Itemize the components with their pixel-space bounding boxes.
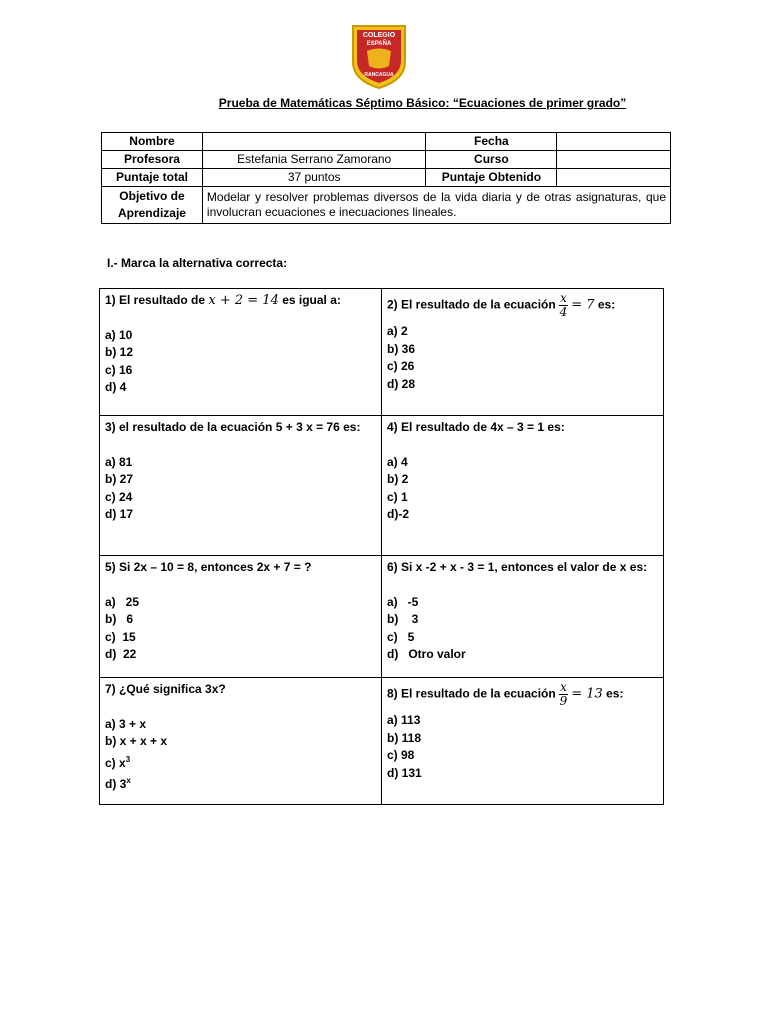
q6-option-a[interactable]: a) -5 xyxy=(387,594,419,609)
q5-option-b[interactable]: b) 6 xyxy=(105,612,134,626)
question-8 xyxy=(382,678,664,805)
q7-option-c[interactable]: c) $x^3$ xyxy=(105,754,131,770)
q7-option-d[interactable]: d) 3$^x$ xyxy=(105,776,131,791)
question-5-title: 5) Si 2x – 10 = 8, entonces 2x + 7 = ? xyxy=(105,560,312,574)
logo-text-3: RANCAGUA xyxy=(364,72,394,78)
profesora-label: Profesora xyxy=(102,151,203,169)
puntaje-total-value: 37 puntos xyxy=(202,169,426,187)
q7-option-a[interactable]: a) 3 + x xyxy=(105,716,147,731)
q1-option-b[interactable]: b) 12 xyxy=(105,345,134,359)
nombre-field[interactable] xyxy=(202,133,426,151)
q8-option-c[interactable]: c) 98 xyxy=(387,748,415,762)
questions-table xyxy=(99,288,664,805)
q2-option-d[interactable]: d) 28 xyxy=(387,376,416,391)
logo-text-1: COLEGIO xyxy=(362,32,396,39)
question-4 xyxy=(382,416,664,556)
logo-text-2: ESPAÑA xyxy=(366,41,392,47)
question-5 xyxy=(100,556,382,678)
question-2-title: 2) El resultado de la ecuación $\frac{x}{4}$ = 7 es: xyxy=(387,291,616,319)
question-7 xyxy=(100,678,382,805)
curso-label: Curso xyxy=(426,151,557,169)
q1-option-c[interactable]: c) 16 xyxy=(105,362,133,377)
q6-option-d[interactable]: d) Otro valor xyxy=(387,647,466,661)
q6-option-b[interactable]: b) 3 xyxy=(387,612,419,626)
question-1 xyxy=(100,289,382,416)
q2-option-c[interactable]: c) 26 xyxy=(387,359,415,373)
q3-option-c[interactable]: c) 24 xyxy=(105,489,133,504)
curso-field[interactable] xyxy=(557,151,671,169)
q8-option-a[interactable]: a) 113 xyxy=(387,713,421,727)
q1-option-d[interactable]: d) 4 xyxy=(105,380,127,394)
objetivo-label: Objetivo de Aprendizaje xyxy=(102,187,203,224)
q5-option-a[interactable]: a) 25 xyxy=(105,594,140,609)
question-1-title: 1) El resultado de x + 2 = 14 es igual a: xyxy=(105,293,341,308)
fecha-label: Fecha xyxy=(426,133,557,151)
q2-option-b[interactable]: b) 36 xyxy=(387,341,416,356)
q4-option-b[interactable]: b) 2 xyxy=(387,472,409,486)
q8-option-b[interactable]: b) 118 xyxy=(387,730,422,745)
q4-option-a[interactable]: a) 4 xyxy=(387,454,408,469)
question-7-title: 7) ¿Qué significa 3x? xyxy=(105,682,226,696)
puntaje-obtenido-label: Puntaje Obtenido xyxy=(426,169,557,187)
exam-title: Prueba de Matemáticas Séptimo Básico: “Ecuaciones de primer grado” xyxy=(218,96,627,110)
question-8-title: 8) El resultado de la ecuación $\frac{x}{9}$ = 13 es: xyxy=(387,680,624,708)
student-info-table xyxy=(101,132,671,224)
q4-option-c[interactable]: c) 1 xyxy=(387,489,408,504)
q3-option-d[interactable]: d) 17 xyxy=(105,507,134,521)
question-4-title: 4) El resultado de 4x – 3 = 1 es: xyxy=(387,420,565,434)
q3-option-b[interactable]: b) 27 xyxy=(105,472,134,486)
q5-option-d[interactable]: d) 22 xyxy=(105,647,137,661)
question-6-title: 6) Si x -2 + x - 3 = 1, entonces el valor de x es: xyxy=(387,560,648,574)
question-1-equation: x + 2 = 14 xyxy=(208,293,279,308)
question-2 xyxy=(382,289,664,416)
nombre-label: Nombre xyxy=(102,133,203,151)
puntaje-total-label: Puntaje total xyxy=(102,169,203,187)
q3-option-a[interactable]: a) 81 xyxy=(105,454,133,469)
school-logo xyxy=(351,24,407,90)
q4-option-d[interactable]: d)-2 xyxy=(387,507,409,521)
q7-option-b[interactable]: b) x + x + x xyxy=(105,734,168,748)
q2-option-a[interactable]: a) 2 xyxy=(387,324,408,338)
fecha-field[interactable] xyxy=(557,133,671,151)
q5-option-c[interactable]: c) 15 xyxy=(105,629,136,644)
question-3 xyxy=(100,416,382,556)
q6-option-c[interactable]: c) 5 xyxy=(387,629,415,644)
question-2-fraction: $\frac{x}{4}$ xyxy=(559,291,568,319)
puntaje-obtenido-field[interactable] xyxy=(557,169,671,187)
objetivo-value: Modelar y resolver problemas diversos de la vida diaria y de otras asignaturas, que involucran ecuaciones e inecuaciones lineales. xyxy=(202,187,670,224)
q8-option-d[interactable]: d) 131 xyxy=(387,765,422,780)
question-8-fraction: $\frac{x}{9}$ xyxy=(559,680,568,708)
section-title: I.- Marca la alternativa correcta: xyxy=(107,256,288,270)
q1-option-a[interactable]: a) 10 xyxy=(105,327,133,342)
question-6 xyxy=(382,556,664,678)
profesora-value: Estefania Serrano Zamorano xyxy=(202,151,426,169)
question-3-title: 3) el resultado de la ecuación 5 + 3 x = 76 es: xyxy=(105,420,361,434)
